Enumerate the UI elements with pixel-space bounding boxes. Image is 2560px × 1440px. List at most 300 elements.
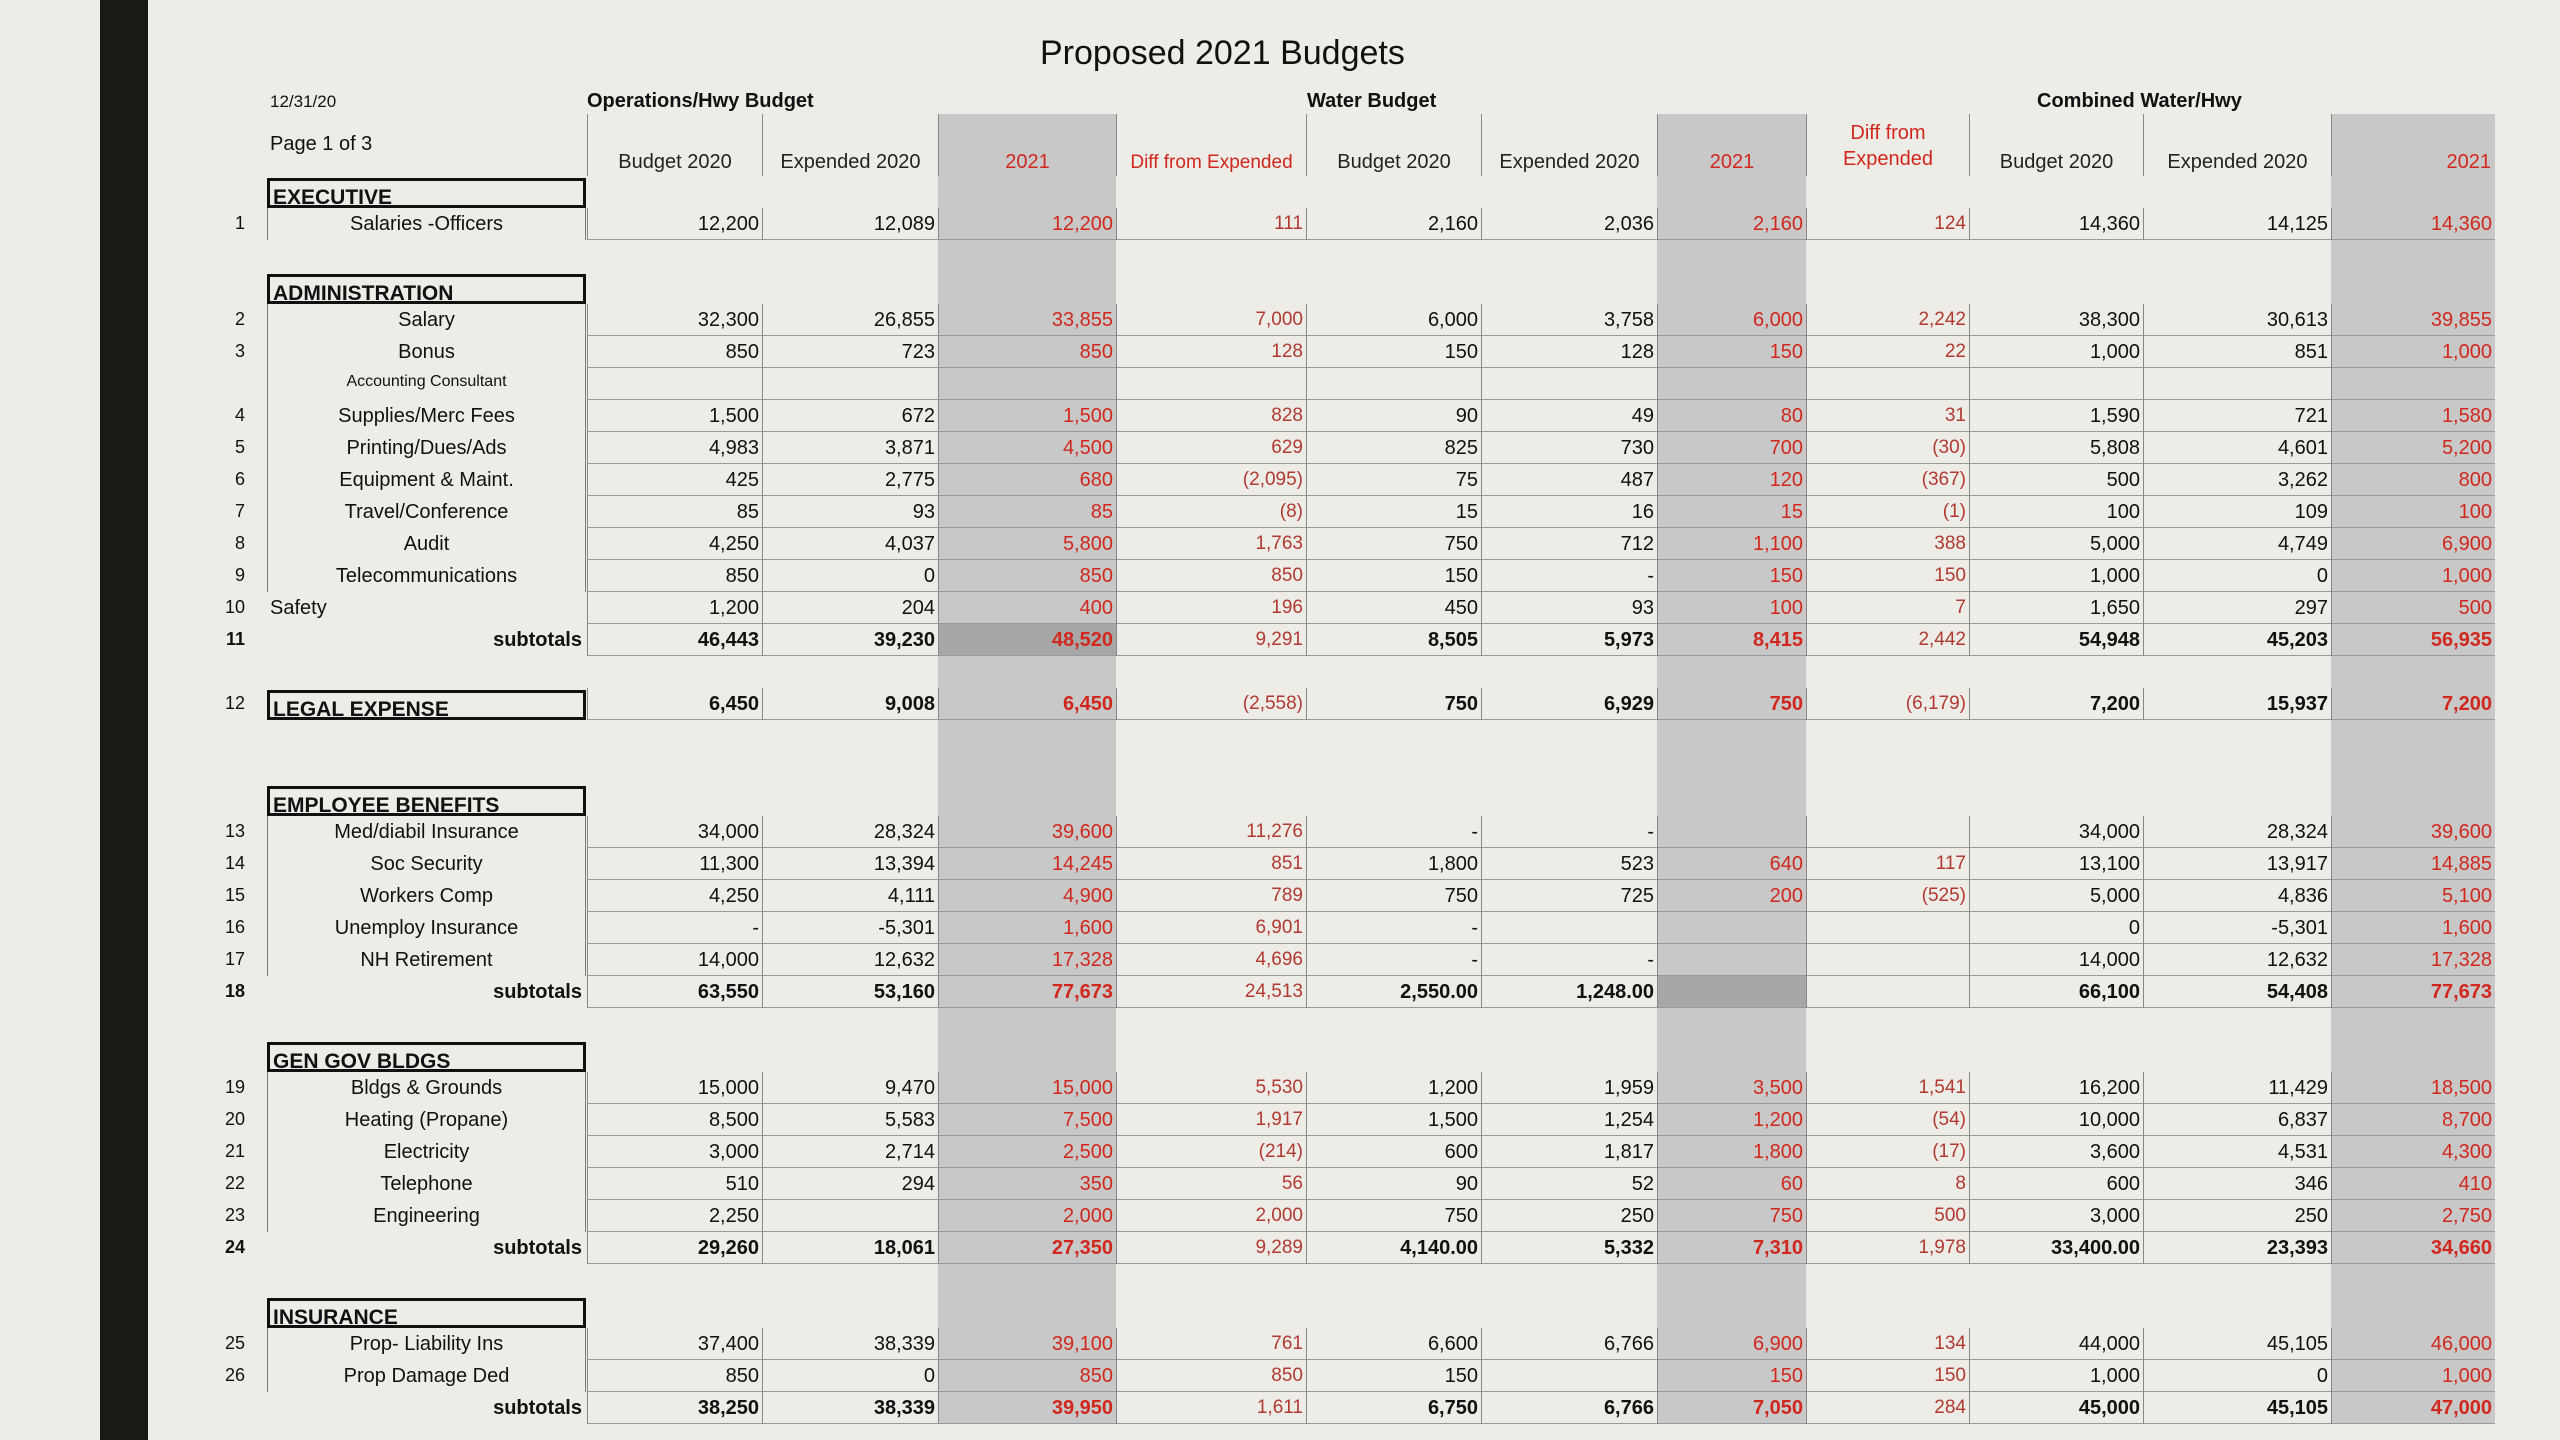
value-cell: 2,500 (938, 1136, 1116, 1168)
value-cell (1657, 976, 1806, 1008)
value-cell: 6,600 (1306, 1328, 1481, 1360)
value-cell: 13,394 (762, 848, 938, 880)
value-cell: 5,808 (1969, 432, 2143, 464)
value-cell: 77,673 (938, 976, 1116, 1008)
value-cell: 12,200 (587, 208, 762, 240)
value-cell: 4,696 (1116, 944, 1306, 976)
value-cell: 196 (1116, 592, 1306, 624)
value-cell: 0 (2143, 560, 2331, 592)
column-header: Budget 2020 (587, 114, 762, 176)
value-cell: 39,855 (2331, 304, 2495, 336)
value-cell: (30) (1806, 432, 1969, 464)
value-cell: 8,500 (587, 1104, 762, 1136)
section-header: EXECUTIVE (267, 178, 586, 208)
value-cell: 16 (1481, 496, 1657, 528)
row-label: Bonus (267, 336, 586, 368)
value-cell: 39,950 (938, 1392, 1116, 1424)
value-cell: 750 (1306, 528, 1481, 560)
value-cell: 80 (1657, 400, 1806, 432)
shade-band (938, 752, 1116, 784)
column-header: Expended 2020 (762, 114, 938, 176)
value-cell: 750 (1657, 688, 1806, 720)
value-cell: 1,917 (1116, 1104, 1306, 1136)
value-cell: 750 (1306, 1200, 1481, 1232)
page-title: Proposed 2021 Budgets (1040, 34, 1405, 72)
value-cell: 1,600 (938, 912, 1116, 944)
value-cell: 1,800 (1657, 1136, 1806, 1168)
value-cell: 1,500 (587, 400, 762, 432)
value-cell: 100 (1657, 592, 1806, 624)
value-cell: 11,276 (1116, 816, 1306, 848)
row-number: 18 (224, 982, 245, 1001)
value-cell: 150 (1657, 560, 1806, 592)
value-cell: 4,300 (2331, 1136, 2495, 1168)
value-cell: 600 (1306, 1136, 1481, 1168)
value-cell: 730 (1481, 432, 1657, 464)
value-cell: 75 (1306, 464, 1481, 496)
row-label: Workers Comp (267, 880, 586, 912)
shade-band (1657, 272, 1806, 304)
value-cell (1969, 368, 2143, 400)
value-cell: 500 (1806, 1200, 1969, 1232)
shade-band (2331, 240, 2495, 272)
value-cell: 60 (1657, 1168, 1806, 1200)
value-cell: 45,105 (2143, 1392, 2331, 1424)
value-cell: 150 (1657, 336, 1806, 368)
value-cell: 45,105 (2143, 1328, 2331, 1360)
value-cell: 4,601 (2143, 432, 2331, 464)
column-header: Expended 2020 (2143, 114, 2331, 176)
value-cell: 750 (1306, 688, 1481, 720)
value-cell: 850 (587, 560, 762, 592)
value-cell: 56,935 (2331, 624, 2495, 656)
value-cell: 111 (1116, 208, 1306, 240)
value-cell: 12,200 (938, 208, 1116, 240)
value-cell: 1,978 (1806, 1232, 1969, 1264)
value-cell: 400 (938, 592, 1116, 624)
value-cell: 9,470 (762, 1072, 938, 1104)
value-cell: 16,200 (1969, 1072, 2143, 1104)
value-cell: 2,000 (938, 1200, 1116, 1232)
value-cell: 640 (1657, 848, 1806, 880)
value-cell: 700 (1657, 432, 1806, 464)
value-cell: 6,766 (1481, 1328, 1657, 1360)
column-header: 2021 (938, 114, 1116, 176)
value-cell: 3,758 (1481, 304, 1657, 336)
value-cell: 48,520 (938, 624, 1116, 656)
value-cell: 5,973 (1481, 624, 1657, 656)
value-cell: 2,550.00 (1306, 976, 1481, 1008)
value-cell: 34,000 (1969, 816, 2143, 848)
value-cell: 6,900 (2331, 528, 2495, 560)
value-cell: 2,775 (762, 464, 938, 496)
value-cell: (8) (1116, 496, 1306, 528)
row-number: 23 (224, 1206, 245, 1225)
value-cell (1806, 912, 1969, 944)
value-cell: 850 (938, 1360, 1116, 1392)
value-cell: 38,250 (587, 1392, 762, 1424)
value-cell: 1,248.00 (1481, 976, 1657, 1008)
shade-band (1657, 752, 1806, 784)
row-label: subtotals (493, 629, 582, 651)
value-cell: 1,580 (2331, 400, 2495, 432)
shade-band (938, 1296, 1116, 1328)
row-number: 16 (224, 918, 245, 937)
value-cell: 250 (2143, 1200, 2331, 1232)
value-cell: 7,200 (2331, 688, 2495, 720)
value-cell: 4,983 (587, 432, 762, 464)
value-cell (1657, 816, 1806, 848)
value-cell (1116, 368, 1306, 400)
row-label: Unemploy Insurance (267, 912, 586, 944)
shade-band (1657, 1008, 1806, 1040)
value-cell: 1,000 (2331, 336, 2495, 368)
value-cell: 1,200 (1657, 1104, 1806, 1136)
value-cell: 1,254 (1481, 1104, 1657, 1136)
value-cell: 39,230 (762, 624, 938, 656)
shade-band (938, 176, 1116, 208)
value-cell: 63,550 (587, 976, 762, 1008)
value-cell: 2,750 (2331, 1200, 2495, 1232)
value-cell: 6,450 (938, 688, 1116, 720)
value-cell: 150 (1657, 1360, 1806, 1392)
value-cell: 4,531 (2143, 1136, 2331, 1168)
row-label: Telephone (267, 1168, 586, 1200)
row-label: Bldgs & Grounds (267, 1072, 586, 1104)
value-cell (1481, 912, 1657, 944)
value-cell: 49 (1481, 400, 1657, 432)
value-cell: 14,245 (938, 848, 1116, 880)
shade-band (2331, 720, 2495, 752)
value-cell: 4,111 (762, 880, 938, 912)
value-cell: 7,050 (1657, 1392, 1806, 1424)
value-cell: 600 (1969, 1168, 2143, 1200)
value-cell: 8,415 (1657, 624, 1806, 656)
value-cell: 28,324 (762, 816, 938, 848)
value-cell: 52 (1481, 1168, 1657, 1200)
value-cell: 29,260 (587, 1232, 762, 1264)
value-cell (1806, 816, 1969, 848)
value-cell: 128 (1481, 336, 1657, 368)
value-cell: 1,000 (2331, 560, 2495, 592)
value-cell: 346 (2143, 1168, 2331, 1200)
value-cell (938, 368, 1116, 400)
value-cell: 1,000 (1969, 1360, 2143, 1392)
value-cell: 4,749 (2143, 528, 2331, 560)
value-cell: (367) (1806, 464, 1969, 496)
row-label: Printing/Dues/Ads (267, 432, 586, 464)
value-cell: 850 (1116, 560, 1306, 592)
value-cell: 24,513 (1116, 976, 1306, 1008)
group-water: Water Budget (1307, 90, 1437, 112)
column-header: Diff from Expended (1116, 114, 1306, 176)
value-cell: 5,530 (1116, 1072, 1306, 1104)
row-number: 10 (224, 598, 245, 617)
column-header: Budget 2020 (1306, 114, 1481, 176)
value-cell: 6,901 (1116, 912, 1306, 944)
value-cell: 7,000 (1116, 304, 1306, 336)
report-date: 12/31/20 (270, 92, 337, 111)
value-cell (1306, 368, 1481, 400)
shade-band (2331, 656, 2495, 688)
value-cell: 1,000 (2331, 1360, 2495, 1392)
row-label: LEGAL EXPENSE (267, 690, 586, 720)
value-cell: 6,766 (1481, 1392, 1657, 1424)
row-number: 15 (224, 886, 245, 905)
value-cell: -5,301 (2143, 912, 2331, 944)
value-cell: 2,242 (1806, 304, 1969, 336)
section-header: ADMINISTRATION (267, 274, 586, 304)
value-cell: (2,558) (1116, 688, 1306, 720)
value-cell: 128 (1116, 336, 1306, 368)
value-cell: 350 (938, 1168, 1116, 1200)
value-cell: 14,885 (2331, 848, 2495, 880)
row-label: Safety (270, 597, 327, 619)
row-number: 8 (234, 534, 245, 553)
value-cell: 90 (1306, 1168, 1481, 1200)
value-cell: - (1306, 816, 1481, 848)
value-cell: 2,714 (762, 1136, 938, 1168)
value-cell: 5,800 (938, 528, 1116, 560)
value-cell: -5,301 (762, 912, 938, 944)
value-cell: 297 (2143, 592, 2331, 624)
value-cell: 8,505 (1306, 624, 1481, 656)
value-cell: 6,450 (587, 688, 762, 720)
value-cell: 56 (1116, 1168, 1306, 1200)
shade-band (938, 656, 1116, 688)
value-cell: 37,400 (587, 1328, 762, 1360)
value-cell: 1,500 (938, 400, 1116, 432)
column-header: 2021 (1657, 114, 1806, 176)
value-cell: 14,000 (587, 944, 762, 976)
value-cell: 54,948 (1969, 624, 2143, 656)
value-cell: 93 (1481, 592, 1657, 624)
value-cell: 3,871 (762, 432, 938, 464)
value-cell: 0 (762, 1360, 938, 1392)
value-cell: 4,836 (2143, 880, 2331, 912)
value-cell: 12,632 (762, 944, 938, 976)
row-label: Electricity (267, 1136, 586, 1168)
value-cell: 1,000 (1969, 560, 2143, 592)
shade-band (2331, 1040, 2495, 1072)
value-cell: 250 (1481, 1200, 1657, 1232)
value-cell: 825 (1306, 432, 1481, 464)
value-cell: 15,937 (2143, 688, 2331, 720)
column-header: Diff from Expended (1806, 114, 1969, 176)
shade-band (938, 272, 1116, 304)
value-cell: 850 (587, 336, 762, 368)
shade-band (938, 1008, 1116, 1040)
shade-band (2331, 272, 2495, 304)
value-cell: 7 (1806, 592, 1969, 624)
row-label: Heating (Propane) (267, 1104, 586, 1136)
value-cell (1806, 976, 1969, 1008)
row-label: Audit (267, 528, 586, 560)
value-cell: 15 (1306, 496, 1481, 528)
value-cell: 9,008 (762, 688, 938, 720)
group-operations-hwy: Operations/Hwy Budget (587, 90, 814, 112)
row-number: 4 (234, 406, 245, 425)
value-cell: 18,061 (762, 1232, 938, 1264)
row-number: 5 (234, 438, 245, 457)
shade-band (1657, 1264, 1806, 1296)
value-cell: 1,100 (1657, 528, 1806, 560)
row-number: 14 (224, 854, 245, 873)
shade-band (2331, 1008, 2495, 1040)
value-cell (1481, 1360, 1657, 1392)
value-cell (1657, 944, 1806, 976)
value-cell: - (1481, 944, 1657, 976)
column-header: Budget 2020 (1969, 114, 2143, 176)
value-cell: 1,541 (1806, 1072, 1969, 1104)
value-cell: 510 (587, 1168, 762, 1200)
value-cell: 109 (2143, 496, 2331, 528)
row-label: Med/diabil Insurance (267, 816, 586, 848)
row-number: 11 (225, 630, 245, 649)
value-cell (1481, 368, 1657, 400)
value-cell: 14,360 (1969, 208, 2143, 240)
value-cell: 284 (1806, 1392, 1969, 1424)
value-cell: (17) (1806, 1136, 1969, 1168)
value-cell: (525) (1806, 880, 1969, 912)
value-cell: 34,000 (587, 816, 762, 848)
shade-band (2331, 784, 2495, 816)
shade-band (938, 720, 1116, 752)
value-cell: 410 (2331, 1168, 2495, 1200)
shade-band (1657, 784, 1806, 816)
value-cell: 721 (2143, 400, 2331, 432)
value-cell: 850 (938, 560, 1116, 592)
shade-band (2331, 176, 2495, 208)
value-cell: 9,291 (1116, 624, 1306, 656)
value-cell: 1,817 (1481, 1136, 1657, 1168)
section-header: GEN GOV BLDGS (267, 1042, 586, 1072)
value-cell: 5,000 (1969, 880, 2143, 912)
value-cell: 680 (938, 464, 1116, 496)
value-cell: 34,660 (2331, 1232, 2495, 1264)
value-cell: 38,339 (762, 1392, 938, 1424)
value-cell: 14,125 (2143, 208, 2331, 240)
value-cell: 93 (762, 496, 938, 528)
value-cell: (214) (1116, 1136, 1306, 1168)
row-number: 13 (224, 822, 245, 841)
value-cell: 33,855 (938, 304, 1116, 336)
value-cell: - (1306, 944, 1481, 976)
value-cell: 6,900 (1657, 1328, 1806, 1360)
value-cell: 150 (1806, 1360, 1969, 1392)
row-number: 6 (234, 470, 245, 489)
value-cell: 850 (587, 1360, 762, 1392)
value-cell: (54) (1806, 1104, 1969, 1136)
value-cell: 2,160 (1306, 208, 1481, 240)
row-number: 21 (224, 1142, 245, 1161)
value-cell: 1,800 (1306, 848, 1481, 880)
value-cell: 761 (1116, 1328, 1306, 1360)
row-label: Equipment & Maint. (267, 464, 586, 496)
section-header: EMPLOYEE BENEFITS (267, 786, 586, 816)
value-cell: 1,200 (1306, 1072, 1481, 1104)
value-cell: 150 (1306, 336, 1481, 368)
value-cell: 1,959 (1481, 1072, 1657, 1104)
value-cell: 2,036 (1481, 208, 1657, 240)
value-cell: 18,500 (2331, 1072, 2495, 1104)
shade-band (1657, 1296, 1806, 1328)
value-cell: 5,200 (2331, 432, 2495, 464)
value-cell: 1,000 (1969, 336, 2143, 368)
column-header: Expended 2020 (1481, 114, 1657, 176)
value-cell: 46,000 (2331, 1328, 2495, 1360)
value-cell: 5,000 (1969, 528, 2143, 560)
value-cell: 10,000 (1969, 1104, 2143, 1136)
group-combined: Combined Water/Hwy (2037, 90, 2242, 112)
value-cell: 723 (762, 336, 938, 368)
value-cell: 45,000 (1969, 1392, 2143, 1424)
value-cell: 4,140.00 (1306, 1232, 1481, 1264)
row-number: 25 (224, 1334, 245, 1353)
value-cell: 294 (762, 1168, 938, 1200)
value-cell: 31 (1806, 400, 1969, 432)
value-cell: 47,000 (2331, 1392, 2495, 1424)
value-cell: 450 (1306, 592, 1481, 624)
value-cell: 204 (762, 592, 938, 624)
value-cell: 23,393 (2143, 1232, 2331, 1264)
shade-band (2331, 1264, 2495, 1296)
value-cell (587, 368, 762, 400)
value-cell: 200 (1657, 880, 1806, 912)
value-cell: 85 (587, 496, 762, 528)
value-cell: 45,203 (2143, 624, 2331, 656)
value-cell: 17,328 (938, 944, 1116, 976)
value-cell: 26,855 (762, 304, 938, 336)
value-cell: 150 (1806, 560, 1969, 592)
value-cell: 4,500 (938, 432, 1116, 464)
value-cell (2331, 368, 2495, 400)
value-cell: 11,429 (2143, 1072, 2331, 1104)
value-cell: 9,289 (1116, 1232, 1306, 1264)
value-cell: 7,200 (1969, 688, 2143, 720)
row-label: Salary (267, 304, 586, 336)
value-cell: 425 (587, 464, 762, 496)
value-cell: 487 (1481, 464, 1657, 496)
value-cell: 32,300 (587, 304, 762, 336)
value-cell: 1,500 (1306, 1104, 1481, 1136)
row-number: 19 (224, 1078, 245, 1097)
value-cell: 1,763 (1116, 528, 1306, 560)
value-cell: 33,400.00 (1969, 1232, 2143, 1264)
row-number: 2 (234, 310, 245, 329)
value-cell: 3,500 (1657, 1072, 1806, 1104)
row-number: 3 (234, 342, 245, 361)
value-cell: 30,613 (2143, 304, 2331, 336)
value-cell: 850 (1116, 1360, 1306, 1392)
value-cell: 750 (1657, 1200, 1806, 1232)
row-number: 24 (224, 1238, 245, 1257)
value-cell: 500 (2331, 592, 2495, 624)
value-cell: 2,442 (1806, 624, 1969, 656)
value-cell: 14,360 (2331, 208, 2495, 240)
value-cell: 6,000 (1306, 304, 1481, 336)
value-cell: 4,250 (587, 528, 762, 560)
value-cell: 39,600 (938, 816, 1116, 848)
value-cell: 134 (1806, 1328, 1969, 1360)
row-label: Supplies/Merc Fees (267, 400, 586, 432)
row-label: Travel/Conference (267, 496, 586, 528)
value-cell: 46,443 (587, 624, 762, 656)
value-cell: 3,262 (2143, 464, 2331, 496)
shade-band (2331, 1296, 2495, 1328)
value-cell: 53,160 (762, 976, 938, 1008)
shade-band (938, 784, 1116, 816)
